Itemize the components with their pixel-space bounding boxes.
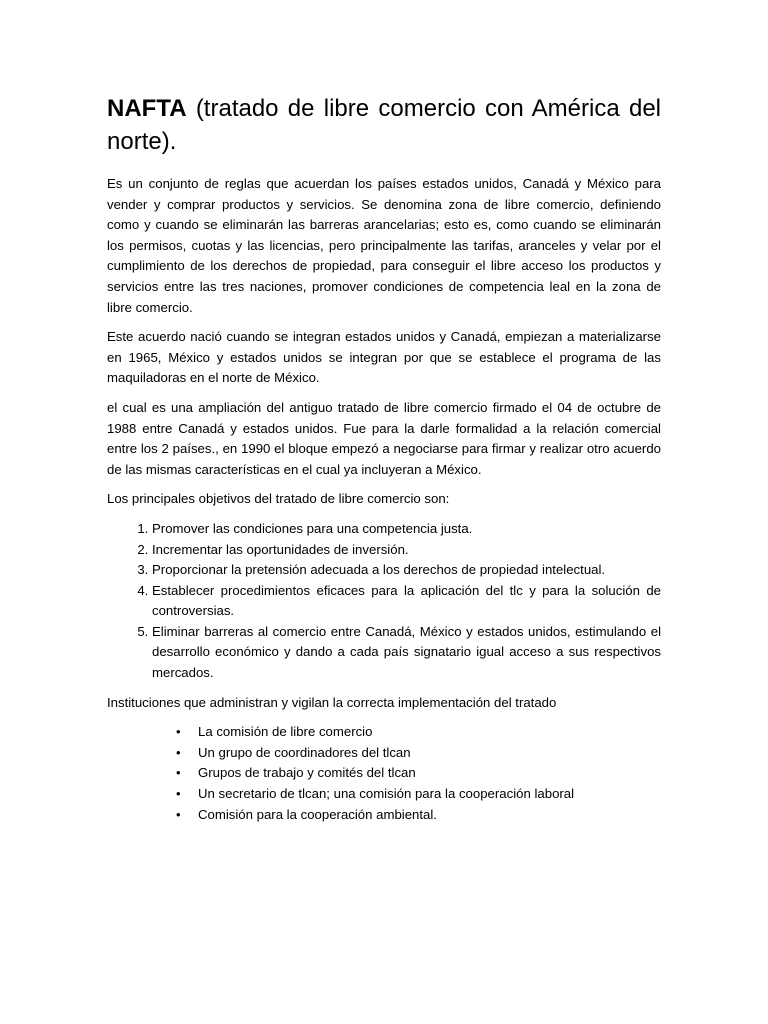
objectives-intro: Los principales objetivos del tratado de libre comercio son: — [107, 491, 450, 507]
list-item: 5. Eliminar barreras al comercio entre Canadá, México y estados unidos, estimulando el desarrollo económico y dando a cada país signatario igual acceso a sus respectivos mercados. — [152, 622, 661, 684]
list-item-text: Un secretario de tlcan; una comisión para la cooperación laboral — [198, 786, 575, 802]
bullet-icon: • — [176, 744, 181, 760]
list-item: 4. Establecer procedimientos eficaces para la aplicación del tlc y para la solución de controversias. — [152, 581, 661, 622]
paragraph-history: el cual es una ampliación del antiguo tratado de libre comercio firmado el 04 de octubre de 1988 entre Canadá y estados unidos. Fue para la darle formalidad a la relación comercial entre los 2 países., en 1990 el bloque empezó a negociarse para firmar y realizar otro acuerdo de las mismas características en el cual ya incluyeran a México. — [107, 399, 661, 477]
list-item — [176, 784, 661, 805]
bullet-icon: • — [176, 806, 181, 822]
bullet-icon: • — [176, 786, 181, 802]
bullet-icon: • — [176, 765, 181, 781]
list-item: 1. Promover las condiciones para una competencia justa. — [152, 519, 661, 540]
document-title — [107, 92, 661, 158]
list-item: 2. Incrementar las oportunidades de inversión. — [152, 540, 661, 561]
bullet-icon: • — [176, 724, 181, 740]
list-item-text: Comisión para la cooperación ambiental. — [198, 806, 437, 822]
list-item — [176, 805, 661, 826]
title-description: (tratado de libre comercio con América del norte). — [107, 95, 661, 155]
paragraph-definition: Es un conjunto de reglas que acuerdan los países estados unidos, Canadá y México para vender y comprar productos y servicios. Se denomina zona de libre comercio, definiendo como y cuando se eliminarán las barreras arancelarias; esto es, como cuando se eliminarán los permisos, cuotas y las licencias, pero principalmente las tarifas, aranceles y velar por el cumplimiento de los derechos de propiedad, para conseguir el libre acceso los productos y servicios entre las tres naciones, promover condiciones de competencia leal en la zona de libre comercio. — [107, 176, 661, 315]
list-item: 3. Proporcionar la pretensión adecuada a los derechos de propiedad intelectual. — [152, 560, 661, 581]
list-item — [176, 743, 661, 764]
list-item — [176, 763, 661, 784]
paragraph-origin: Este acuerdo nació cuando se integran estados unidos y Canadá, empiezan a materializarse en 1965, México y estados unidos se integran por que se establece el programa de las maquiladoras en el norte de México. — [107, 329, 661, 386]
list-item-text: Un grupo de coordinadores del tlcan — [198, 744, 411, 760]
list-item — [176, 722, 661, 743]
objectives-list — [107, 519, 661, 684]
institutions-intro: Instituciones que administran y vigilan la correcta implementación del tratado — [107, 694, 557, 710]
title-acronym: NAFTA — [107, 95, 187, 122]
list-item-text: La comisión de libre comercio — [198, 724, 373, 740]
list-item-text: Grupos de trabajo y comités del tlcan — [198, 765, 416, 781]
institutions-list — [107, 722, 661, 825]
